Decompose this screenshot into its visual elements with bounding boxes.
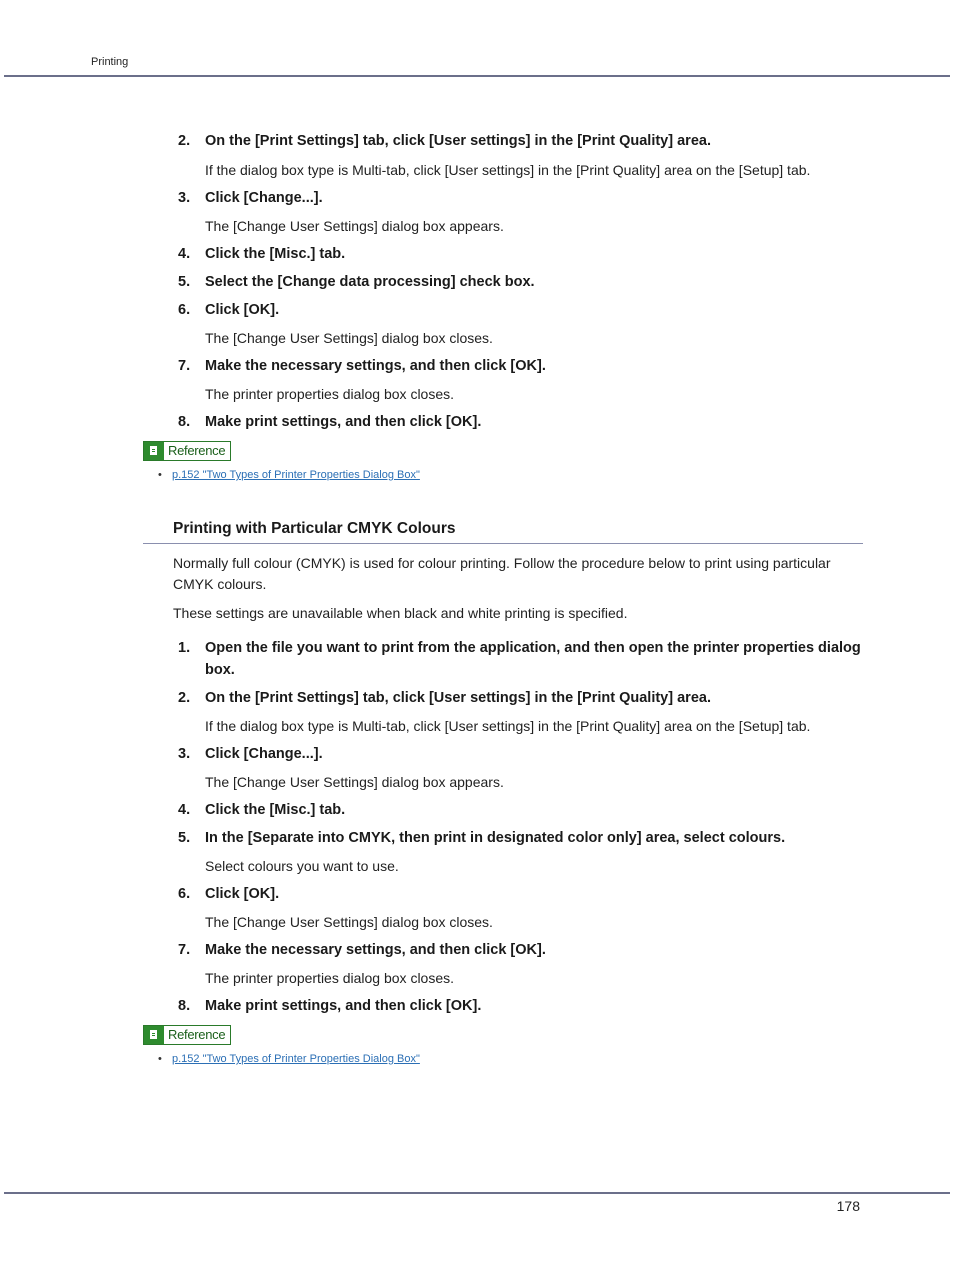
step-note: The [Change User Settings] dialog box closes. [205, 330, 493, 346]
step-note: If the dialog box type is Multi-tab, click [User settings] in the [Print Quality] area on the [Setup] tab. [205, 162, 811, 178]
page-number: 178 [836, 1198, 860, 1214]
reference-icon [144, 442, 164, 460]
step-number: 4. [178, 802, 191, 818]
step-number: 5. [178, 830, 191, 846]
running-header: Printing [91, 56, 129, 68]
step-note: The [Change User Settings] dialog box appears. [205, 774, 504, 790]
step-text: Click [Change...]. [205, 746, 323, 762]
section-title: Printing with Particular CMYK Colours [173, 520, 456, 537]
step-text: Open the file you want to print from the application, and then open the printer properties dialog box. [205, 640, 861, 678]
step-number: 8. [178, 414, 191, 430]
step-item [178, 243, 868, 265]
reference-label: Reference [168, 1027, 226, 1042]
step-item [178, 299, 868, 321]
step-text: Select the [Change data processing] check box. [205, 274, 535, 290]
step-number: 6. [178, 886, 191, 902]
step-number: 1. [178, 640, 191, 656]
reference-badge [143, 441, 231, 461]
step-text: Click [Change...]. [205, 190, 323, 206]
step-note: The printer properties dialog box closes. [205, 386, 455, 402]
step-text: In the [Separate into CMYK, then print in designated color only] area, select colours. [205, 830, 786, 846]
step-number: 2. [178, 133, 191, 149]
step-number: 3. [178, 190, 191, 206]
step-note: The printer properties dialog box closes. [205, 970, 455, 986]
step-item [178, 355, 868, 377]
step-text: Make the necessary settings, and then click [OK]. [205, 942, 546, 958]
step-number: 4. [178, 246, 191, 262]
step-text: Make the necessary settings, and then click [OK]. [205, 358, 546, 374]
step-number: 5. [178, 274, 191, 290]
step-number: 6. [178, 302, 191, 318]
step-text: Click the [Misc.] tab. [205, 246, 346, 262]
reference-icon [144, 1026, 164, 1044]
step-item [178, 939, 868, 961]
step-item [178, 130, 868, 152]
reference-link[interactable]: p.152 "Two Types of Printer Properties Dialog Box" [172, 1053, 420, 1065]
step-note: If the dialog box type is Multi-tab, click [User settings] in the [Print Quality] area on the [Setup] tab. [205, 718, 811, 734]
step-item [178, 995, 868, 1017]
step-item [178, 799, 868, 821]
step-text: Click the [Misc.] tab. [205, 802, 346, 818]
step-text: Click [OK]. [205, 886, 280, 902]
step-text: Make print settings, and then click [OK]. [205, 998, 482, 1014]
step-text: Click [OK]. [205, 302, 280, 318]
reference-bullet: • [158, 469, 162, 481]
reference-badge [143, 1025, 231, 1045]
step-note: Select colours you want to use. [205, 858, 399, 874]
reference-bullet: • [158, 1053, 162, 1065]
step-number: 7. [178, 942, 191, 958]
intro-paragraph: Normally full colour (CMYK) is used for colour printing. Follow the procedure below to print using particular CMYK colours. [173, 555, 831, 592]
step-item [178, 637, 868, 681]
step-text: On the [Print Settings] tab, click [User settings] in the [Print Quality] area. [205, 690, 711, 706]
step-note: The [Change User Settings] dialog box closes. [205, 914, 493, 930]
step-item [178, 271, 868, 293]
reference-label: Reference [168, 443, 226, 458]
step-note: The [Change User Settings] dialog box appears. [205, 218, 504, 234]
step-item [178, 687, 868, 709]
step-number: 8. [178, 998, 191, 1014]
step-item [178, 411, 868, 433]
reference-link[interactable]: p.152 "Two Types of Printer Properties Dialog Box" [172, 469, 420, 481]
section-rule [143, 543, 863, 544]
step-item [178, 827, 868, 849]
header-rule [4, 75, 950, 77]
step-text: Make print settings, and then click [OK]. [205, 414, 482, 430]
step-item [178, 743, 868, 765]
step-item [178, 883, 868, 905]
step-text: On the [Print Settings] tab, click [User settings] in the [Print Quality] area. [205, 133, 711, 149]
footer-rule [4, 1192, 950, 1194]
intro-paragraph: These settings are unavailable when black and white printing is specified. [173, 605, 628, 621]
step-number: 7. [178, 358, 191, 374]
step-number: 2. [178, 690, 191, 706]
step-item [178, 187, 868, 209]
step-number: 3. [178, 746, 191, 762]
